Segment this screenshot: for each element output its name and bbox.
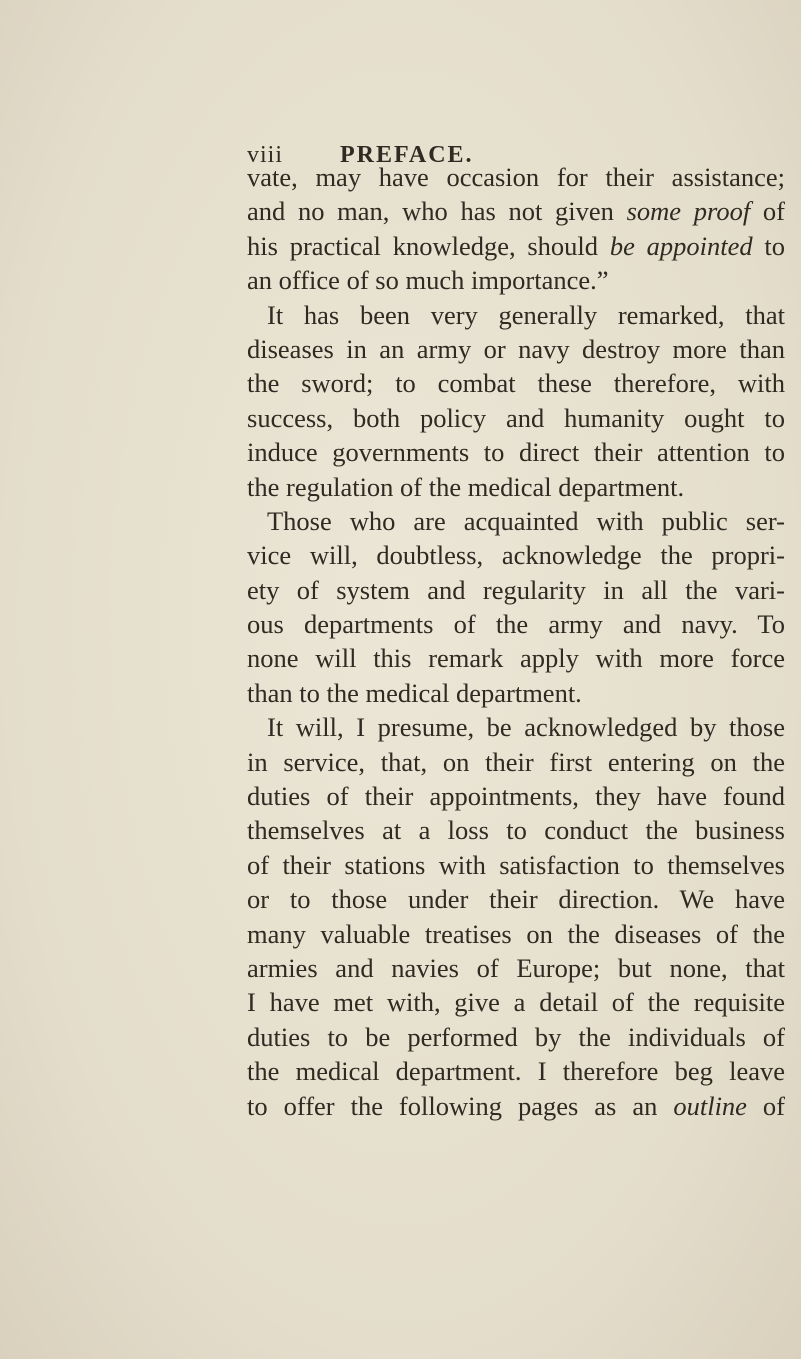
text-segment: to [752,230,785,261]
text-segment: the medical department. I therefore beg leave [247,1056,785,1087]
text-line [247,951,785,985]
text-line [247,710,785,744]
text-segment: diseases in an army or navy destroy more than [247,333,785,364]
text-segment: vate, may have occasion for their assistance; [247,162,785,192]
text-line [247,1020,785,1054]
text-line [247,366,785,400]
text-line [247,401,785,435]
text-line [247,1054,785,1088]
text-line [247,573,785,607]
text-line [247,641,785,675]
text-segment: induce governments to direct their attention to [247,437,785,468]
text-segment: It will, I presume, be acknowledged by those [267,712,785,743]
text-segment: the regulation of the medical department. [247,471,685,502]
text-segment: Those who are acquainted with public ser- [267,505,785,536]
text-segment: of their stations with satisfaction to themselves [247,849,785,880]
text-line [247,263,785,297]
text-segment: ous departments of the army and navy. To [247,609,785,640]
running-title: PREFACE. [340,142,474,168]
italic-text: some proof [626,196,751,227]
text-line [247,1089,785,1123]
text-segment: It has been very generally remarked, that [267,299,785,330]
text-line [247,538,785,572]
text-line [247,160,785,194]
body-text [247,160,785,1123]
text-segment: to offer the following pages as an [247,1090,674,1121]
text-line [247,607,785,641]
text-segment: I have met with, give a detail of the requisite [247,987,785,1018]
text-segment: armies and navies of Europe; but none, that [247,952,785,983]
text-segment: and no man, who has not given [247,196,627,227]
text-segment: in service, that, on their first entering on the [247,746,785,777]
text-line [247,779,785,813]
page-number: viii [247,142,284,168]
text-line [247,676,785,710]
text-segment: an office of so much importance.” [247,265,609,296]
text-line [247,504,785,538]
text-line [247,745,785,779]
text-segment: success, both policy and humanity ought to [247,402,785,433]
text-line [247,194,785,228]
text-line [247,985,785,1019]
text-segment: ety of system and regularity in all the vari- [247,574,785,605]
text-segment: his practical knowledge, should [247,230,610,261]
text-segment: duties of their appointments, they have found [247,781,785,812]
italic-text: outline [673,1090,747,1121]
text-segment: none will this remark apply with more force [247,643,785,674]
text-line [247,298,785,332]
text-segment: vice will, doubtless, acknowledge the propri- [247,540,785,571]
text-line [247,470,785,504]
text-line [247,882,785,916]
text-segment: the sword; to combat these therefore, with [247,368,785,399]
text-segment: of [746,1090,786,1121]
text-segment: of [750,196,785,227]
italic-text: be appointed [609,230,753,261]
text-segment: or to those under their direction. We have [247,884,785,915]
text-line [247,917,785,951]
text-segment: than to the medical department. [247,677,582,708]
text-segment: themselves at a loss to conduct the business [247,815,785,846]
text-line [247,848,785,882]
text-line [247,332,785,366]
text-line [247,229,785,263]
text-segment: duties to be performed by the individuals of [247,1021,785,1052]
text-line [247,435,785,469]
text-segment: many valuable treatises on the diseases of the [247,918,785,949]
text-line [247,813,785,847]
